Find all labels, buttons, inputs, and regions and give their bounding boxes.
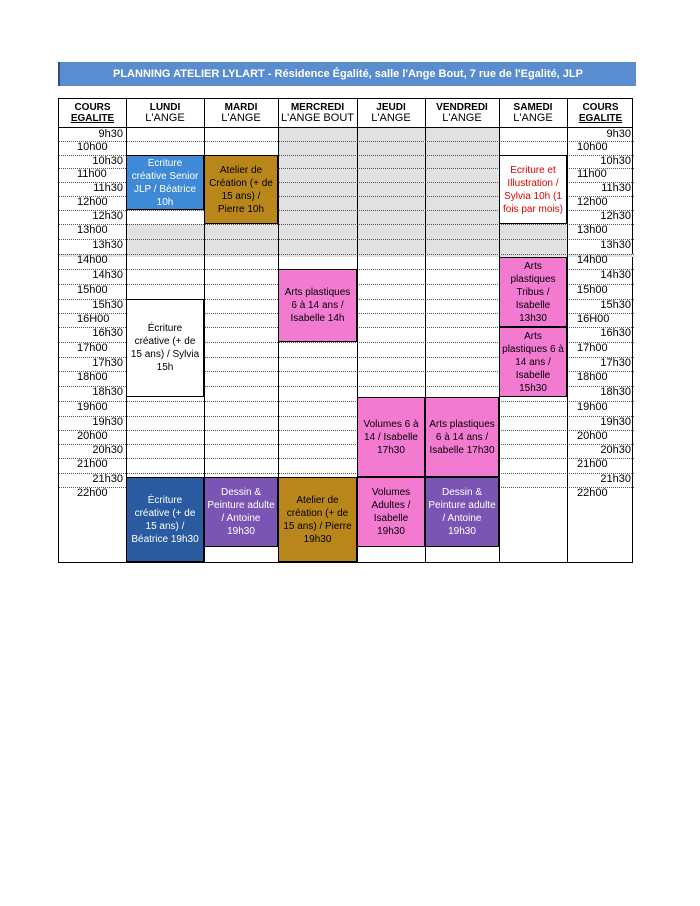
day-venue: L'ANGE <box>513 112 553 124</box>
day-name: VENDREDI <box>436 102 488 113</box>
row-separator <box>59 430 634 431</box>
time-label-left: 13h30 <box>92 239 123 251</box>
time-label-left: 20h00 <box>77 430 108 442</box>
time-label-left: 12h30 <box>92 210 123 222</box>
schedule-grid <box>58 98 633 563</box>
time-label-left: 10h30 <box>92 155 123 167</box>
time-label-right: 13h30 <box>600 239 631 251</box>
row-separator <box>59 401 634 402</box>
day-header <box>357 99 425 127</box>
activity-lundi-ecriture-soir[interactable]: Écriture créative (+ de 15 ans) / Béatrice 19h30 <box>126 477 204 562</box>
activity-samedi-ecriture-illustration[interactable]: Ecriture et Illustration / Sylvia 10h (1 fois par mois) <box>499 155 567 224</box>
time-label-left: 13h00 <box>77 224 108 236</box>
time-label-left: 11h00 <box>77 168 107 180</box>
day-name: COURS <box>74 102 111 113</box>
time-label-right: 16h30 <box>600 327 631 339</box>
time-label-right: 10h30 <box>600 155 631 167</box>
day-header <box>204 99 278 127</box>
activity-samedi-arts-tribus[interactable]: Arts plastiques Tribus / Isabelle 13h30 <box>499 257 567 327</box>
time-label-right: 15h00 <box>577 284 608 296</box>
time-label-right: 9h30 <box>606 128 631 140</box>
row-separator <box>59 458 634 459</box>
time-label-right: 17h00 <box>577 342 608 354</box>
time-label-left: 16H00 <box>77 313 110 325</box>
day-header <box>567 99 634 127</box>
day-venue: L'ANGE <box>145 112 185 124</box>
row-separator <box>59 254 634 255</box>
day-venue: L'ANGE <box>442 112 482 124</box>
day-venue: EGALITE <box>70 113 115 124</box>
day-name: MERCREDI <box>290 102 345 113</box>
activity-vendredi-arts-plastiques[interactable]: Arts plastiques 6 à 14 ans / Isabelle 17h30 <box>425 397 499 477</box>
time-label-left: 21h00 <box>77 458 108 470</box>
activity-mercredi-atelier-creation[interactable]: Atelier de création (+ de 15 ans) / Pierre 19h30 <box>278 477 357 562</box>
row-separator <box>59 444 634 445</box>
time-label-left: 9h30 <box>98 128 123 140</box>
day-header <box>278 99 357 127</box>
header-divider <box>59 127 632 128</box>
day-name: MARDI <box>224 102 258 113</box>
time-label-left: 10h00 <box>77 141 108 153</box>
time-label-right: 14h30 <box>600 269 631 281</box>
time-label-left: 17h00 <box>77 342 108 354</box>
activity-lundi-ecriture-15[interactable]: Écriture créative (+ de 15 ans) / Sylvia 15h <box>126 299 204 397</box>
day-name: SAMEDI <box>513 102 553 113</box>
time-label-right: 20h30 <box>600 444 631 456</box>
time-label-left: 17h30 <box>92 357 123 369</box>
time-label-right: 11h00 <box>577 168 607 180</box>
day-venue: EGALITE <box>578 113 623 124</box>
day-header <box>425 99 499 127</box>
time-label-left: 18h00 <box>77 371 108 383</box>
row-separator <box>59 239 634 240</box>
day-header <box>59 99 126 127</box>
day-name: LUNDI <box>149 102 181 113</box>
page-title: PLANNING ATELIER LYLART - Résidence Égalité, salle l'Ange Bout, 7 rue de l'Egalité, JLP <box>58 62 636 86</box>
time-label-right: 14h00 <box>577 254 608 266</box>
time-label-left: 20h30 <box>92 444 123 456</box>
day-name: JEUDI <box>376 102 406 113</box>
time-label-right: 17h30 <box>600 357 631 369</box>
time-label-left: 16h30 <box>92 327 123 339</box>
activity-mercredi-arts-plastiques[interactable]: Arts plastiques 6 à 14 ans / Isabelle 14h <box>278 269 357 342</box>
time-label-left: 12h00 <box>77 196 108 208</box>
activity-mardi-atelier-creation[interactable]: Atelier de Création (+ de 15 ans) / Pierre 10h <box>204 155 278 224</box>
time-label-right: 16H00 <box>577 313 610 325</box>
row-separator <box>59 473 634 474</box>
activity-mardi-dessin[interactable]: Dessin & Peinture adulte / Antoine 19h30 <box>204 477 278 547</box>
time-label-left: 19h00 <box>77 401 108 413</box>
time-label-right: 21h30 <box>600 473 631 485</box>
activity-vendredi-dessin[interactable]: Dessin & Peinture adulte / Antoine 19h30 <box>425 477 499 547</box>
time-label-left: 11h30 <box>93 182 123 194</box>
day-header <box>126 99 204 127</box>
activity-samedi-arts-6-14[interactable]: Arts plastiques 6 à 14 ans / Isabelle 15h30 <box>499 327 567 397</box>
day-name: COURS <box>582 102 619 113</box>
time-label-right: 11h30 <box>601 182 631 194</box>
row-separator <box>59 416 634 417</box>
day-header <box>499 99 567 127</box>
time-label-left: 14h30 <box>92 269 123 281</box>
time-label-right: 20h00 <box>577 430 608 442</box>
row-separator <box>59 141 634 142</box>
day-venue: L'ANGE BOUT <box>280 112 354 124</box>
time-label-left: 15h00 <box>77 284 108 296</box>
time-label-right: 12h30 <box>600 210 631 222</box>
day-venue: L'ANGE <box>371 112 411 124</box>
day-venue: L'ANGE <box>221 112 261 124</box>
time-label-right: 12h00 <box>577 196 608 208</box>
time-label-right: 22h00 <box>577 487 608 499</box>
time-label-right: 18h00 <box>577 371 608 383</box>
time-label-left: 22h00 <box>77 487 108 499</box>
time-label-right: 19h30 <box>600 416 631 428</box>
time-label-right: 15h30 <box>600 299 631 311</box>
time-label-right: 19h00 <box>577 401 608 413</box>
activity-lundi-ecriture-senior[interactable]: Ecriture créative Senior JLP / Béatrice 10h <box>126 155 204 210</box>
time-label-left: 14h00 <box>77 254 108 266</box>
activity-jeudi-volumes-adultes[interactable]: Volumes Adultes / Isabelle 19h30 <box>357 477 425 547</box>
time-label-right: 13h00 <box>577 224 608 236</box>
time-label-right: 10h00 <box>577 141 608 153</box>
row-separator <box>59 224 634 225</box>
activity-jeudi-volumes[interactable]: Volumes 6 à 14 / Isabelle 17h30 <box>357 397 425 477</box>
time-label-right: 21h00 <box>577 458 608 470</box>
time-label-left: 21h30 <box>92 473 123 485</box>
time-label-left: 15h30 <box>92 299 123 311</box>
time-label-left: 19h30 <box>92 416 123 428</box>
time-label-left: 18h30 <box>92 386 123 398</box>
time-label-right: 18h30 <box>600 386 631 398</box>
